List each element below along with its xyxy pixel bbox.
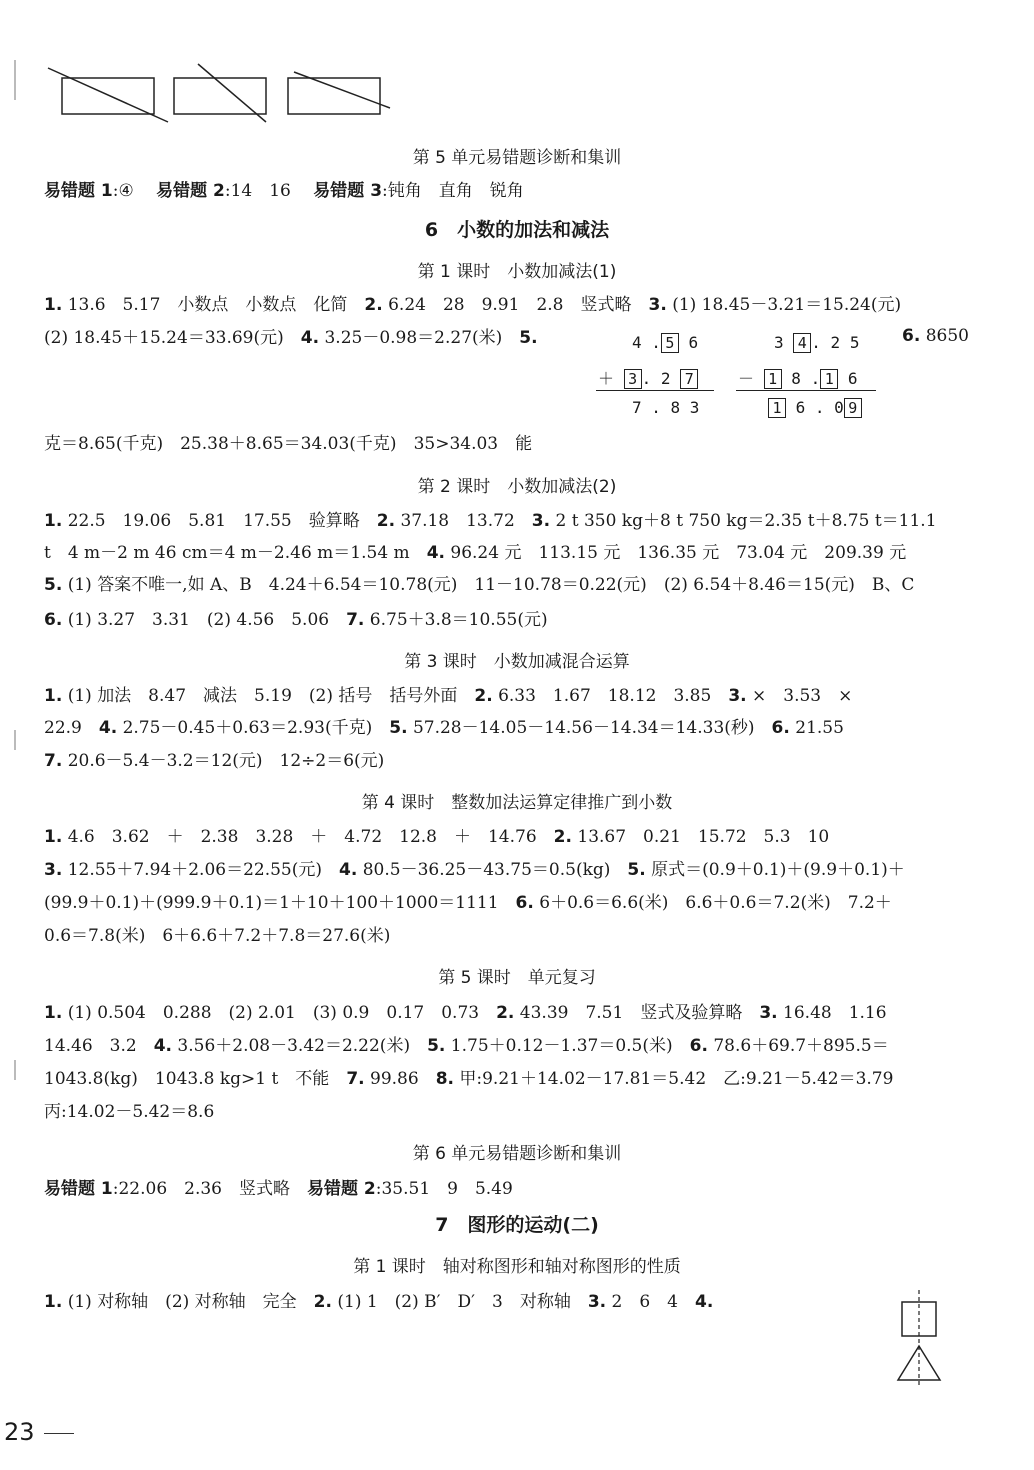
vertical-calc-2-mid: － 1 8 . 1 6 [738, 369, 858, 388]
vertical-calc-2-result: 1 6 . 0 9 [768, 398, 862, 418]
vertical-calc-2-rule [736, 390, 876, 391]
c6-l2-line4: 6. (1) 3.27 3.31 (2) 4.56 5.06 7. 6.75＋3.8＝10.55(元) [44, 610, 548, 630]
c7-l1-line1: 1. (1) 对称轴 (2) 对称轴 完全 2. (1) 1 (2) B′ D′ 3 对称轴 3. 2 6 4 4. [44, 1292, 714, 1312]
c6-l5-line4: 丙:14.02－5.42＝8.6 [44, 1102, 215, 1122]
c6-lesson4-title: 第 4 课时 整数加法运算定律推广到小数 [361, 793, 673, 813]
vertical-calc-1-rule [596, 390, 714, 391]
vertical-calc-1-mid: ＋ 3 . 2 7 [598, 366, 698, 389]
c6-l5-line3: 1043.8(kg) 1043.8 kg>1 t 不能 7. 99.86 8. 甲:9.21＋14.02－17.81＝5.42 乙:9.21－5.42＝3.79 [44, 1069, 894, 1089]
c6-l5-line1: 1. (1) 0.504 0.288 (2) 2.01 (3) 0.9 0.17 0.73 2. 43.39 7.51 竖式及验算略 3. 16.48 1.16 [44, 1003, 887, 1023]
c6-lesson2-title: 第 2 课时 小数加减法(2) [417, 477, 617, 497]
c6-l5-line2: 14.46 3.2 4. 3.56＋2.08－3.42＝2.22(米) 5. 1.75＋0.12－1.37＝0.5(米) 6. 78.6＋69.7＋895.5＝ [44, 1036, 889, 1056]
margin-mark [14, 1060, 16, 1080]
c6-l1-line1: 1. 13.6 5.17 小数点 小数点 化简 2. 6.24 28 9.91 2.8 竖式略 3. (1) 18.45－3.21＝15.24(元) [44, 295, 902, 315]
vertical-calc-1-top: 4 . 5 6 [632, 333, 699, 352]
c6-l2-line1: 1. 22.5 19.06 5.81 17.55 验算略 2. 37.18 13.72 3. 2 t 350 kg＋8 t 750 kg＝2.35 t＋8.75 t＝11.1 [44, 511, 937, 531]
c6-l1-line2: (2) 18.45＋15.24＝33.69(元) 4. 3.25－0.98＝2.27(米) 5. [44, 328, 538, 348]
unit6-review-title: 第 6 单元易错题诊断和集训 [412, 1144, 622, 1164]
c6-l4-line1: 1. 4.6 3.62 ＋ 2.38 3.28 ＋ 4.72 12.8 ＋ 14.76 2. 13.67 0.21 15.72 5.3 10 [44, 827, 830, 847]
margin-mark [14, 730, 16, 750]
chapter7-title: 7 图形的运动(二) [435, 1214, 599, 1236]
vertical-calc-1-result: 7 . 8 3 [632, 398, 700, 417]
vertical-calc-2-top: 3 4 . 2 5 [774, 333, 860, 352]
c6-l3-line2: 22.9 4. 2.75－0.45＋0.63＝2.93(千克) 5. 57.28－14.05－14.56－14.34＝14.33(秒) 6. 21.55 [44, 718, 844, 738]
c6-lesson3-title: 第 3 课时 小数加减混合运算 [404, 652, 630, 672]
page-number: 23 [4, 1418, 35, 1446]
c6-l3-line3: 7. 20.6－5.4－3.2＝12(元) 12÷2＝6(元) [44, 751, 385, 771]
chapter6-title: 6 小数的加法和减法 [424, 219, 610, 241]
c6-l1-q6: 6. 8650 [902, 326, 969, 346]
unit5-review-title: 第 5 单元易错题诊断和集训 [412, 148, 622, 168]
unit6-review-answers: 易错题 1:22.06 2.36 竖式略 易错题 2:35.51 9 5.49 [44, 1179, 513, 1199]
c6-l1-line3: 克＝8.65(千克) 25.38＋8.65＝34.03(千克) 35>34.03 能 [44, 434, 533, 454]
c6-l2-line3: 5. (1) 答案不唯一,如 A、B 4.24＋6.54＝10.78(元) 11－10.78＝0.22(元) (2) 6.54＋8.46＝15(元) B、C [44, 575, 915, 595]
unit5-review-answers: 易错题 1:④ 易错题 2:14 16 易错题 3:钝角 直角 锐角 [44, 181, 524, 201]
c6-l4-line4: 0.6＝7.8(米) 6＋6.6＋7.2＋7.8＝27.6(米) [44, 926, 391, 946]
diagonal-rectangles-figure [40, 58, 410, 128]
c6-l2-line2: t 4 m－2 m 46 cm＝4 m－2.46 m＝1.54 m 4. 96.24 元 113.15 元 136.35 元 73.04 元 209.39 元 [44, 543, 907, 563]
c7-lesson1-title: 第 1 课时 轴对称图形和轴对称图形的性质 [353, 1257, 681, 1277]
symmetry-figure [890, 1288, 950, 1388]
c6-lesson5-title: 第 5 课时 单元复习 [438, 968, 596, 988]
c6-l4-line2: 3. 12.55＋7.94＋2.06＝22.55(元) 4. 80.5－36.25－43.75＝0.5(kg) 5. 原式＝(0.9＋0.1)＋(9.9＋0.1)＋ [44, 860, 905, 880]
c6-l3-line1: 1. (1) 加法 8.47 减法 5.19 (2) 括号 括号外面 2. 6.33 1.67 18.12 3.85 3. × 3.53 × [44, 686, 853, 706]
c6-lesson1-title: 第 1 课时 小数加减法(1) [417, 262, 617, 282]
page-number-dash [44, 1433, 74, 1434]
c6-l4-line3: (99.9＋0.1)＋(999.9＋0.1)＝1＋10＋100＋1000＝1111 6. 6＋0.6＝6.6(米) 6.6＋0.6＝7.2(米) 7.2＋ [44, 893, 892, 913]
margin-mark [14, 60, 16, 100]
